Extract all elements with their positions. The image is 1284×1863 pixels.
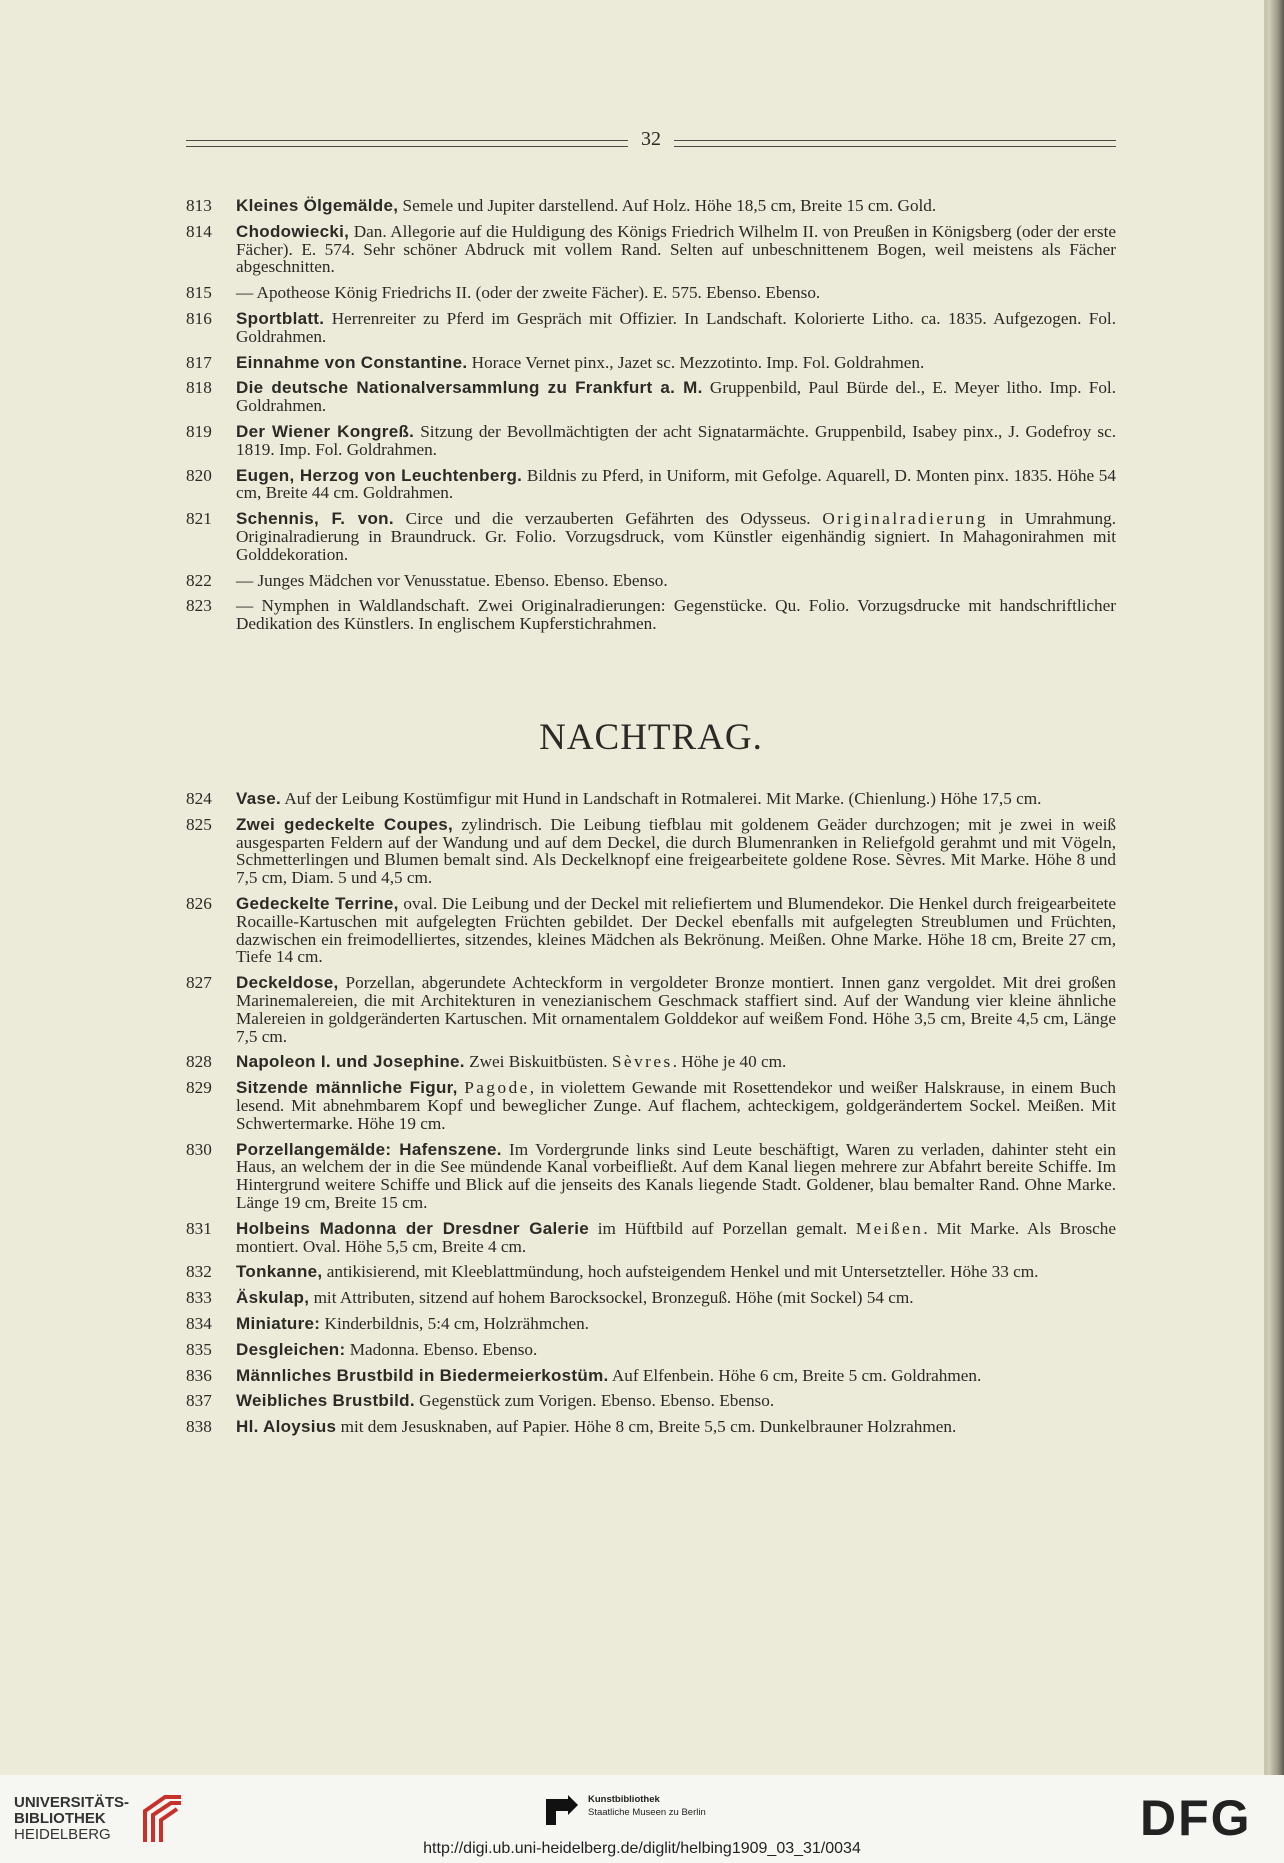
entry-title: Männliches Brustbild in Biedermeierkostüm. <box>236 1365 609 1385</box>
catalog-entry <box>186 510 1116 563</box>
entry-number: 823 <box>186 596 212 616</box>
entry-description: — Nymphen in Waldlandschaft. Zwei Originalradierungen: Gegenstücke. Qu. Folio. Vorzugsdrucke mit handschriftlicher Dedikation des Künstlers. In englischem Kupferstichrahmen. <box>236 596 1116 634</box>
entry-title: Tonkanne, <box>236 1262 323 1282</box>
catalog-entry <box>186 310 1116 346</box>
entry-title: Porzellangemälde: Hafenszene. <box>236 1139 502 1159</box>
catalog-entry <box>186 974 1116 1045</box>
entry-number: 831 <box>186 1218 212 1238</box>
catalog-entry <box>186 1141 1116 1212</box>
header-rule-left <box>186 140 628 147</box>
entry-spaced-term: Pagode <box>464 1078 530 1098</box>
ub-heidelberg-mark-icon <box>125 1787 185 1847</box>
entry-title: Sitzende männliche Figur, <box>236 1078 458 1098</box>
page-edge <box>1268 0 1284 1775</box>
catalog-entry <box>186 379 1116 415</box>
entry-number: 813 <box>186 196 212 215</box>
entry-description-cont: in Umrahmung. Originalradierung in Braundruck. Gr. Folio. Vorzugsdruck, vom Künstler eigenhändig signiert. In Mahagonirahmen mit Golddekoration. <box>236 509 1116 564</box>
entry-title: Weibliches Brustbild. <box>236 1391 415 1411</box>
ub-logo-line-2: BIBLIOTHEK <box>14 1810 106 1827</box>
catalog-entry <box>186 354 1116 372</box>
catalog-entry <box>186 1053 1116 1071</box>
entry-description: — Apotheose König Friedrichs II. (oder der zweite Fächer). E. 575. Ebenso. Ebenso. <box>236 283 821 303</box>
entry-title: Gedeckelte Terrine, <box>236 893 399 913</box>
entry-description: Circe und die verzauberten Gefährten des Odysseus. <box>393 509 823 529</box>
entry-description: Gegenstück zum Vorigen. Ebenso. Ebenso. Ebenso. <box>414 1391 775 1411</box>
entry-number: 835 <box>186 1339 212 1359</box>
entry-description: oval. Die Leibung und der Deckel mit reliefiertem und Blumendekor. Die Henkel durch freigearbeitete Rocaille-Kartuschen mit aufgelegten Früchten gebildet. Der Deckel ebenfalls mit aufgelegten Streublumen und Früchten, dazwischen ein freimodelliertes, sitzendes, kleines Mädchen als Bekrönung. Meißen. Ohne Marke. Höhe 18 cm, Breite 27 cm, Tiefe 14 cm. <box>236 893 1116 967</box>
entry-description: zylindrisch. Die Leibung tiefblau mit goldenem Geäder durchzogen; mit je zwei in weiß ausgesparten Feldern auf der Wandung und auf dem Deckel, die durch Blumenranken in Reliefgold gerahmt und mit Vögeln, Schmetterlingen und Blumen bemalt sind. Als Deckelknopf eine freigearbeitete goldene Rose. Sèvres. Mit Marke. Höhe 8 und 7,5 cm, Diam. 5 und 4,5 cm. <box>236 814 1116 888</box>
entry-title: Sportblatt. <box>236 308 325 328</box>
entry-description: Auf der Leibung Kostümfigur mit Hund in Landschaft in Rotmalerei. Mit Marke. (Chienlung.) Höhe 17,5 cm. <box>281 789 1042 808</box>
catalog-entry <box>186 1220 1116 1256</box>
entry-description-cont: . Höhe je 40 cm. <box>672 1052 787 1072</box>
catalog-entry <box>186 1418 1116 1436</box>
entry-number: 829 <box>186 1078 212 1098</box>
entry-number: 826 <box>186 893 212 913</box>
catalog-entry <box>186 1263 1116 1281</box>
catalog-entry <box>186 197 1116 215</box>
entry-number: 833 <box>186 1288 212 1308</box>
entry-description: Sitzung der Bevollmächtigten der acht Signatarmächte. Gruppenbild, Isabey pinx., J. Godefroy sc. 1819. Imp. Fol. Goldrahmen. <box>236 421 1116 459</box>
entry-number: 817 <box>186 352 212 372</box>
entry-number: 832 <box>186 1262 212 1282</box>
entry-title: Miniature: <box>236 1313 321 1333</box>
entry-title: Äskulap, <box>236 1288 310 1308</box>
entry-number: 834 <box>186 1313 212 1333</box>
entry-description: Bildnis zu Pferd, in Uniform, mit Gefolge. Aquarell, D. Monten pinx. 1835. Höhe 54 cm, Breite 44 cm. Goldrahmen. <box>236 465 1116 503</box>
entry-number: 825 <box>186 814 212 834</box>
entry-description: Madonna. Ebenso. Ebenso. <box>345 1339 538 1359</box>
ub-logo-line-1: UNIVERSITÄTS- <box>14 1794 130 1811</box>
entry-spaced-term: Sèvres <box>611 1052 673 1072</box>
entry-description: Horace Vernet pinx., Jazet sc. Mezzotinto. Imp. Fol. Goldrahmen. <box>467 352 925 372</box>
entry-title: Vase. <box>236 789 281 808</box>
entry-title: Einnahme von Constantine. <box>236 352 468 372</box>
entry-description-cont: . Mit Marke. Als Brosche montiert. Oval. Höhe 5,5 cm, Breite 4 cm. <box>236 1218 1116 1256</box>
entry-description: Gruppenbild, Paul Bürde del., E. Meyer litho. Imp. Fol. Goldrahmen. <box>236 378 1116 416</box>
entry-number: 819 <box>186 421 212 441</box>
entry-number: 816 <box>186 308 212 328</box>
entry-spaced-term: Meißen <box>855 1218 924 1238</box>
catalog-entry <box>186 284 1116 302</box>
entry-description: mit Attributen, sitzend auf hohem Barocksockel, Bronzeguß. Höhe (mit Sockel) 54 cm. <box>309 1288 914 1308</box>
page-number: 32 <box>641 128 661 150</box>
ub-heidelberg-logo[interactable] <box>14 1795 129 1843</box>
entry-description: Herrenreiter zu Pferd im Gespräch mit Offizier. In Landschaft. Kolorierte Litho. ca. 1835. Aufgezogen. Fol. Goldrahmen. <box>236 308 1116 346</box>
catalog-entry <box>186 1079 1116 1132</box>
entry-title: Chodowiecki, <box>236 221 350 241</box>
entry-number: 815 <box>186 283 212 303</box>
entry-number: 837 <box>186 1391 212 1411</box>
catalog-entry <box>186 1341 1116 1359</box>
kunstbibliothek-mark-icon <box>546 1795 578 1825</box>
entry-number: 820 <box>186 465 212 485</box>
entry-number: 822 <box>186 570 212 590</box>
entry-spaced-term: Originalradierung <box>822 509 988 529</box>
catalog-entry <box>186 597 1116 633</box>
entry-description: Porzellan, abgerundete Achteckform in vergoldeter Bronze montiert. Innen ganz vergoldet. Mit drei großen Marinemalereien, die mit Architekturen in venezianischem Geschmack staffiert sind. Auf der Wandung vier kleine ähnliche Malereien in goldgeränderten Kartuschen. Mit ornamentalem Golddekor auf weißem Fond. Höhe 3,5 cm, Breite 4,5 cm, Länge 7,5 cm. <box>236 973 1116 1046</box>
entry-title: Die deutsche Nationalversammlung zu Frankfurt a. M. <box>236 378 703 398</box>
entry-description: Zwei Biskuitbüsten. <box>464 1052 612 1072</box>
entry-number: 838 <box>186 1417 212 1437</box>
catalog-entry <box>186 1392 1116 1410</box>
catalog-entries <box>186 197 1116 641</box>
catalog-entry <box>186 467 1116 503</box>
header-rule-right <box>674 140 1116 147</box>
catalog-entry <box>186 1315 1116 1333</box>
catalog-entry <box>186 223 1116 276</box>
entry-number: 836 <box>186 1365 212 1385</box>
entry-description: Dan. Allegorie auf die Huldigung des Königs Friedrich Wilhelm II. von Preußen in Königsberg (oder der erste Fächer). E. 574. Sehr schöner Abdruck mit vollem Rand. Selten auf unbeschnittenem Bogen, weil meistens als Fächer abgeschnitten. <box>236 221 1116 277</box>
catalog-entry <box>186 895 1116 966</box>
catalog-entry <box>186 572 1116 590</box>
entry-title: Eugen, Herzog von Leuchtenberg. <box>236 465 523 485</box>
supplement-entries <box>186 790 1116 1444</box>
entry-number: 830 <box>186 1139 212 1159</box>
entry-title: Hl. Aloysius <box>236 1417 337 1437</box>
source-url-link[interactable]: http://digi.ub.uni-heidelberg.de/diglit/helbing1909_03_31/0034 <box>423 1840 861 1857</box>
entry-number: 818 <box>186 378 212 398</box>
entry-description: Auf Elfenbein. Höhe 6 cm, Breite 5 cm. Goldrahmen. <box>608 1365 982 1385</box>
entry-number: 821 <box>186 509 212 529</box>
entry-description: Im Vordergrunde links sind Leute beschäftigt, Waren zu verladen, dahinter steht ein Haus, an welchem der in die See mündende Kanal vorbeifließt. Auf dem Kanal liegen mehrere zur Abfahrt bereite Schiffe. Im Hintergrund weitere Schiffe und Blick auf die jenseits des Kanals liegende Stadt. Goldener, blau bemalter Rand. Ohne Marke. Länge 19 cm, Breite 15 cm. <box>236 1139 1116 1212</box>
section-title: NACHTRAG. <box>539 717 763 758</box>
page-header <box>186 126 1116 160</box>
entry-description: mit dem Jesusknaben, auf Papier. Höhe 8 cm, Breite 5,5 cm. Dunkelbrauner Holzrahmen. <box>336 1417 957 1437</box>
entry-title: Napoleon I. und Josephine. <box>236 1052 465 1072</box>
kb-line-1: Kunstbibliothek <box>588 1794 660 1805</box>
entry-description: antikisierend, mit Kleeblattmündung, hoch aufsteigendem Henkel und mit Untersetzteller. Höhe 33 cm. <box>322 1262 1039 1282</box>
entry-description: Kinderbildnis, 5:4 cm, Holzrähmchen. <box>320 1313 589 1333</box>
entry-number: 814 <box>186 221 212 241</box>
ub-logo-line-3: HEIDELBERG <box>14 1826 111 1843</box>
dfg-logo[interactable]: DFG <box>1140 1790 1252 1846</box>
entry-title: Deckeldose, <box>236 973 339 993</box>
catalog-entry <box>186 423 1116 459</box>
catalog-entry <box>186 1289 1116 1307</box>
entry-description: — Junges Mädchen vor Venusstatue. Ebenso. Ebenso. Ebenso. <box>236 570 668 590</box>
catalog-entry <box>186 1367 1116 1385</box>
entry-title: Schennis, F. von. <box>236 509 394 529</box>
entry-title: Der Wiener Kongreß. <box>236 421 415 441</box>
entry-number: 824 <box>186 789 212 808</box>
entry-description: Semele und Jupiter darstellend. Auf Holz. Höhe 18,5 cm, Breite 15 cm. Gold. <box>398 196 937 215</box>
kb-line-2: Staatliche Museen zu Berlin <box>588 1807 706 1818</box>
entry-title: Zwei gedeckelte Coupes, <box>236 814 454 834</box>
entry-title: Kleines Ölgemälde, <box>236 196 399 215</box>
entry-description-cont: , in violettem Gewande mit Rosettendekor und weißer Halskrause, in einem Buch lesend. Mit abnehmbarem Kopf und beweglicher Zunge. Auf flachem, achteckigem, goldgerändertem Sockel. Meißen. Mit Schwertermarke. Höhe 19 cm. <box>236 1078 1117 1133</box>
catalog-entry <box>186 816 1116 887</box>
entry-number: 827 <box>186 973 212 993</box>
entry-description: im Hüftbild auf Porzellan gemalt. <box>589 1218 856 1238</box>
entry-title: Holbeins Madonna der Dresdner Galerie <box>236 1218 589 1238</box>
footer <box>0 1775 1284 1863</box>
catalog-entry <box>186 790 1116 808</box>
entry-title: Desgleichen: <box>236 1339 346 1359</box>
entry-number: 828 <box>186 1052 212 1072</box>
